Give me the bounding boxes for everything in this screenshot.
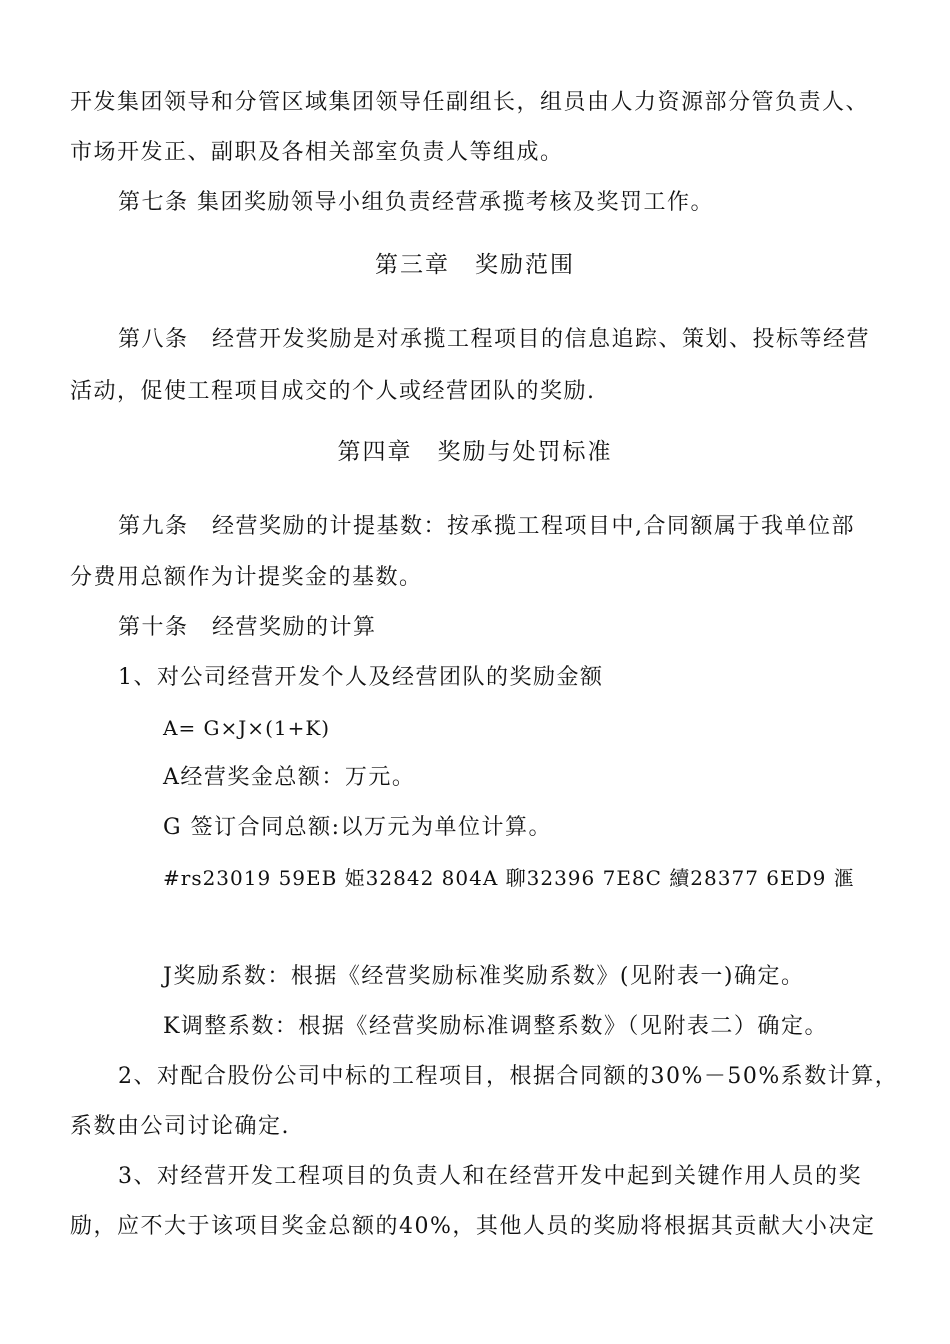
article-seven: 第七条 集团奖励领导小组负责经营承揽考核及奖罚工作。	[118, 190, 714, 215]
paragraph-line: 励，应不大于该项目奖金总额的40%，其他人员的奖励将根据其贡献大小决定	[70, 1214, 876, 1239]
definition-a: A经营奖金总额：万元。	[163, 765, 416, 790]
paragraph-line: 系数由公司讨论确定.	[70, 1114, 290, 1139]
paragraph-line: 市场开发正、副职及各相关部室负责人等组成。	[70, 140, 564, 165]
article-eight: 第八条 经营开发奖励是对承揽工程项目的信息追踪、策划、投标等经营	[118, 327, 871, 352]
definition-g: G 签订合同总额:以万元为单位计算。	[163, 815, 552, 840]
article-nine: 第九条 经营奖励的计提基数：按承揽工程项目中,合同额属于我单位部	[118, 514, 855, 539]
paragraph-line: 活动，促使工程项目成交的个人或经营团队的奖励.	[70, 379, 596, 404]
paragraph-line: 分费用总额作为计提奖金的基数。	[70, 565, 423, 590]
definition-k: K调整系数：根据《经营奖励标准调整系数》（见附表二）确定。	[163, 1014, 828, 1039]
article-ten: 第十条 经营奖励的计算	[118, 615, 377, 640]
chapter-four-heading: 第四章 奖励与处罚标准	[337, 439, 613, 465]
list-item-three: 3、对经营开发工程项目的负责人和在经营开发中起到关键作用人员的奖	[118, 1164, 862, 1189]
definition-j: J奖励系数：根据《经营奖励标准奖励系数》(见附表一)确定。	[163, 964, 805, 989]
formula-line: A= G×J×(1+K)	[163, 716, 331, 740]
list-item-one: 1、对公司经营开发个人及经营团队的奖励金额	[118, 665, 604, 690]
chapter-three-heading: 第三章 奖励范围	[375, 252, 575, 278]
list-item-two: 2、对配合股份公司中标的工程项目，根据合同额的30%－50%系数计算，	[118, 1064, 899, 1089]
encoded-text-line: #rs23019 59EB 姫32842 804A 聊32396 7E8C 續28377 6ED9 滙	[163, 866, 855, 890]
paragraph-line: 开发集团领导和分管区域集团领导任副组长，组员由人力资源部分管负责人、	[70, 90, 870, 115]
